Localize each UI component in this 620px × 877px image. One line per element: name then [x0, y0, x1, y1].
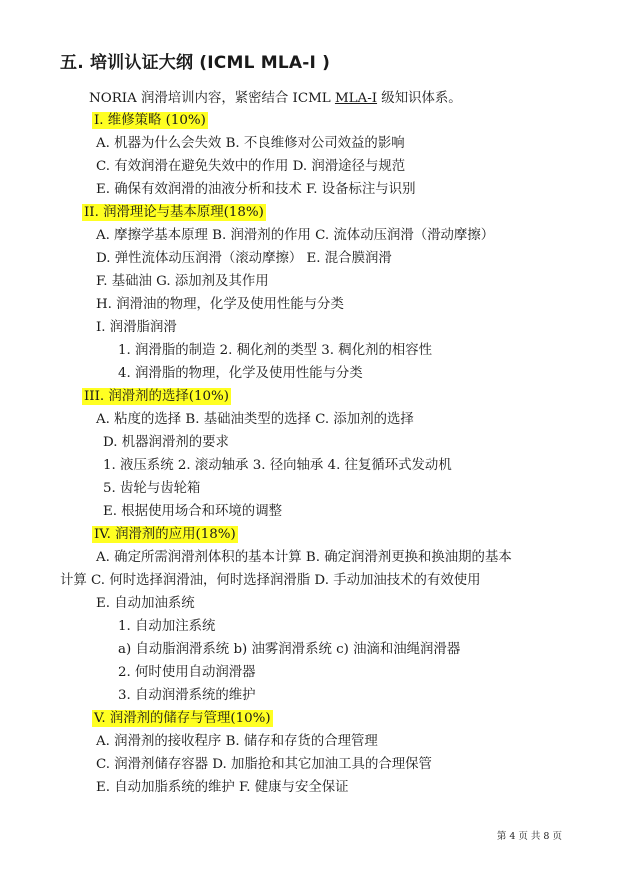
section-2-line: H. 润滑油的物理，化学及使用性能与分类 — [96, 297, 344, 312]
section-4-subline: 3. 自动润滑系统的维护 — [118, 688, 256, 703]
section-4-subline: 2. 何时使用自动润滑器 — [118, 665, 256, 680]
section-2-line: D. 弹性流体动压润滑（滚动摩擦） E. 混合膜润滑 — [96, 251, 392, 266]
section-1-heading: I. 维修策略 (10%) — [94, 113, 206, 128]
section-2-heading: II. 润滑理论与基本原理(18%) — [84, 205, 264, 220]
section-2-line: A. 摩擦学基本原理 B. 润滑剂的作用 C. 流体动压润滑（滑动摩擦） — [96, 228, 495, 243]
section-2-line: I. 润滑脂润滑 — [96, 320, 177, 335]
section-2-subline: 1. 润滑脂的制造 2. 稠化剂的类型 3. 稠化剂的相容性 — [118, 343, 433, 358]
section-3-line: A. 粘度的选择 B. 基础油类型的选择 C. 添加剂的选择 — [96, 412, 414, 427]
section-1-line: A. 机器为什么会失效 B. 不良维修对公司效益的影响 — [96, 136, 405, 151]
intro-paragraph — [89, 89, 462, 109]
section-4-line: E. 自动加油系统 — [96, 596, 195, 611]
section-5-heading: V. 润滑剂的储存与管理(10%) — [94, 711, 271, 726]
section-title: 五. 培训认证大纲 (ICML MLA-I ) — [60, 53, 331, 73]
section-4-line: 计算 C. 何时选择润滑油，何时选择润滑脂 D. 手动加油技术的有效使用 — [60, 573, 481, 588]
section-4-line: A. 确定所需润滑剂体积的基本计算 B. 确定润滑剂更换和换油期的基本 — [96, 550, 512, 565]
section-4-subline: a) 自动脂润滑系统 b) 油雾润滑系统 c) 油滴和油绳润滑器 — [118, 642, 461, 657]
section-4-subline: 1. 自动加注系统 — [118, 619, 216, 634]
section-3-heading: III. 润滑剂的选择(10%) — [84, 389, 229, 404]
section-5-line: E. 自动加脂系统的维护 F. 健康与安全保证 — [96, 780, 349, 795]
intro-underlined-mla: MLA-I — [334, 91, 378, 106]
section-1-line: E. 确保有效润滑的油液分析和技术 F. 设备标注与识别 — [96, 182, 416, 197]
section-1-line: C. 有效润滑在避免失效中的作用 D. 润滑途径与规范 — [96, 159, 406, 174]
page-number-footer: 第 4 页 共 8 页 — [496, 831, 562, 842]
intro-prefix: NORIA 润滑培训内容，紧密结合 ICML — [89, 91, 335, 106]
section-3-line: E. 根据使用场合和环境的调整 — [103, 504, 282, 519]
section-4-heading: IV. 润滑剂的应用(18%) — [94, 527, 236, 542]
section-2-subline: 4. 润滑脂的物理，化学及使用性能与分类 — [118, 366, 363, 381]
section-2-line: F. 基础油 G. 添加剂及其作用 — [96, 274, 269, 289]
section-3-line: 1. 液压系统 2. 滚动轴承 3. 径向轴承 4. 往复循环式发动机 — [103, 458, 452, 473]
section-5-line: C. 润滑剂储存容器 D. 加脂抢和其它加油工具的合理保管 — [96, 757, 432, 772]
intro-suffix: 级知识体系。 — [377, 91, 462, 106]
section-5-line: A. 润滑剂的接收程序 B. 储存和存货的合理管理 — [96, 734, 378, 749]
section-3-line: D. 机器润滑剂的要求 — [103, 435, 229, 450]
section-3-line: 5. 齿轮与齿轮箱 — [103, 481, 201, 496]
